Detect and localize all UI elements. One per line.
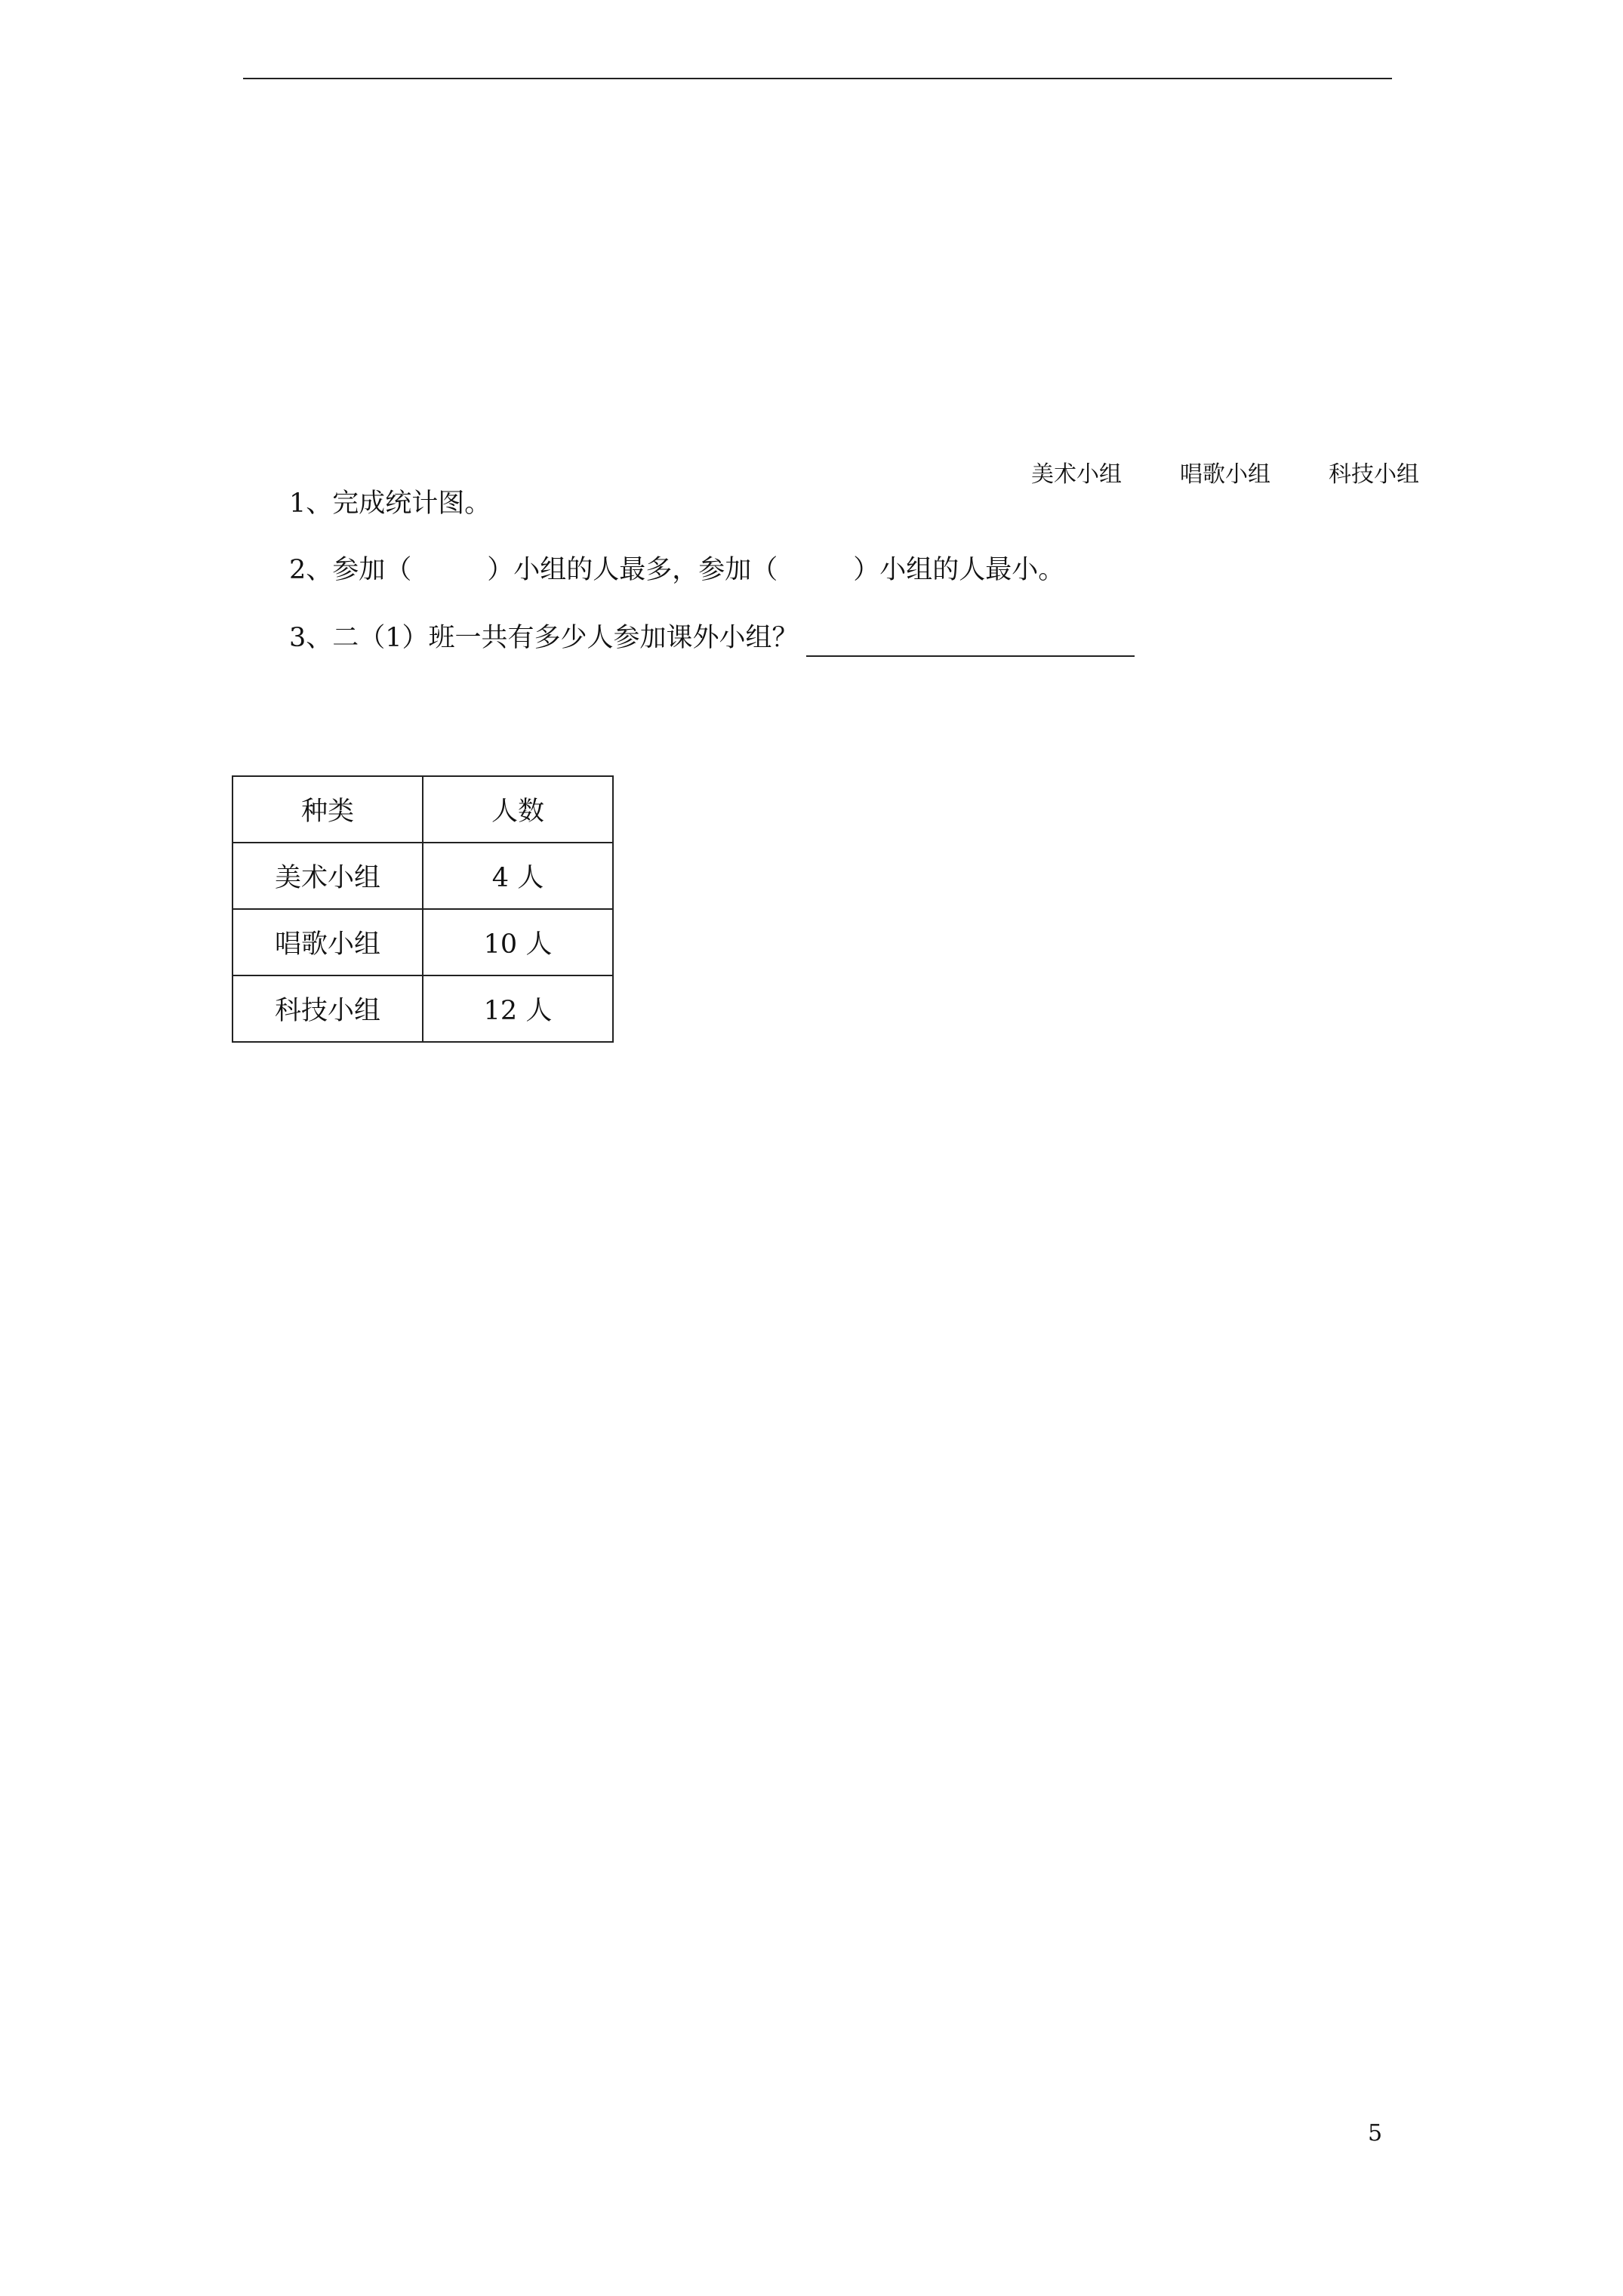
table-row xyxy=(233,909,613,975)
question-2 xyxy=(289,551,1064,589)
header-rule xyxy=(243,78,1392,79)
table-cell-count: 4 人 xyxy=(423,843,613,909)
question-2-text-a: 2、参加（ xyxy=(289,555,412,585)
table-row xyxy=(233,975,613,1042)
table-cell-group: 唱歌小组 xyxy=(233,909,423,975)
table-cell-group: 美术小组 xyxy=(233,843,423,909)
question-2-text-c: ）小组的人最小。 xyxy=(853,555,1065,585)
question-2-text-b: ）小组的人最多，参加（ xyxy=(487,555,778,585)
question-1 xyxy=(289,485,491,522)
group-count-table xyxy=(232,775,614,1043)
table-cell-count: 10 人 xyxy=(423,909,613,975)
question-3-text: 3、二（1）班一共有多少人参加课外小组？ xyxy=(289,623,799,653)
table-header-cell: 人数 xyxy=(423,776,613,843)
table-cell-group: 科技小组 xyxy=(233,975,423,1042)
chart-category-label: 科技小组 xyxy=(1329,461,1419,488)
table-row xyxy=(233,843,613,909)
table-header-row xyxy=(233,776,613,843)
question-3 xyxy=(289,619,1135,657)
answer-blank-line[interactable] xyxy=(806,625,1135,657)
table-header-cell: 种类 xyxy=(233,776,423,843)
chart-category-label: 美术小组 xyxy=(1031,461,1122,488)
page-number: 5 xyxy=(1368,2120,1383,2147)
chart-category-labels xyxy=(1027,458,1449,492)
question-1-text: 1、完成统计图。 xyxy=(289,488,491,519)
table-cell-count: 12 人 xyxy=(423,975,613,1042)
chart-category-label: 唱歌小组 xyxy=(1180,461,1270,488)
